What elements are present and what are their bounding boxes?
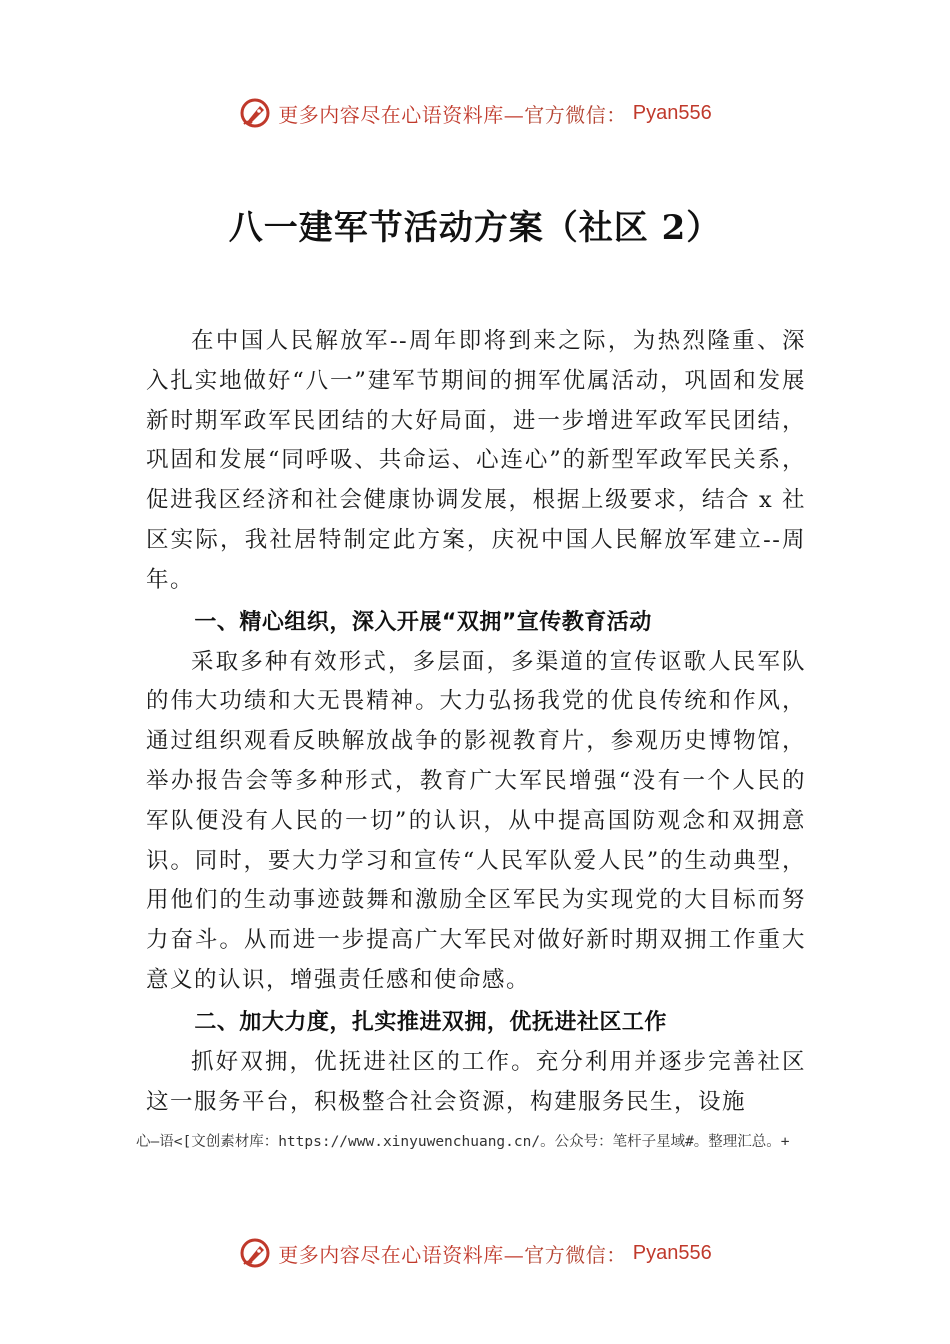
- footer-watermark: [0, 1236, 950, 1270]
- watermark-main-text: 更多内容尽在心语资料库: [278, 1242, 504, 1267]
- source-footnote: 心—语<[文创素材库：https://www.xinyuwenchuang.cn/。公众号：笔杆子星域#。整理汇总。+: [136, 1134, 790, 1150]
- watermark-text: [278, 99, 627, 128]
- section-heading: 一、精心组织，深入开展“双拥”宣传教育活动: [194, 609, 652, 635]
- watermark-text: [278, 1239, 627, 1268]
- watermark-separator: —: [503, 102, 525, 127]
- section-heading: 二、加大力度，扎实推进双拥，优抚进社区工作: [194, 1009, 667, 1035]
- header-watermark: [0, 96, 950, 130]
- document-body: [146, 322, 806, 1122]
- watermark-separator: —: [503, 1242, 525, 1267]
- watermark-main-text: 更多内容尽在心语资料库: [278, 102, 504, 127]
- watermark-id: Pyan556: [632, 1241, 712, 1264]
- watermark-label: 官方微信：: [524, 1242, 627, 1267]
- pen-nib-circle-icon: [238, 1236, 272, 1270]
- body-paragraph: 抓好双拥，优抚进社区的工作。充分利用并逐步完善社区这一服务平台，积极整合社会资源，构建服务民生，设施: [146, 1048, 806, 1115]
- document-title: 八一建军节活动方案（社区 2）: [228, 208, 722, 248]
- watermark-label: 官方微信：: [524, 102, 627, 127]
- body-paragraph: 在中国人民解放军--周年即将到来之际，为热烈隆重、深入扎实地做好“八一”建军节期间的拥军优属活动，巩固和发展新时期军政军民团结的大好局面，进一步增进军政军民团结，巩固和发展“同呼吸、共命运、心连心”的新型军政军民关系，促进我区经济和社会健康协调发展，根据上级要求，结合 x 社区实际，我社居特制定此方案，庆祝中国人民解放军建立--周年。: [146, 328, 806, 593]
- body-paragraph: 采取多种有效形式，多层面，多渠道的宣传讴歌人民军队的伟大功绩和大无畏精神。大力弘扬我党的优良传统和作风，通过组织观看反映解放战争的影视教育片，参观历史博物馆，举办报告会等多种形式，教育广大军民增强“没有一个人民的军队便没有人民的一切”的认识，从中提高国防观念和双拥意识。同时，要大力学习和宣传“人民军队爱人民”的生动典型，用他们的生动事迹鼓舞和激励全区军民为实现党的大目标而努力奋斗。从而进一步提高广大军民对做好新时期双拥工作重大意义的认识，增强责任感和使命感。: [146, 648, 806, 993]
- pen-nib-circle-icon: [238, 96, 272, 130]
- watermark-id: Pyan556: [632, 101, 712, 124]
